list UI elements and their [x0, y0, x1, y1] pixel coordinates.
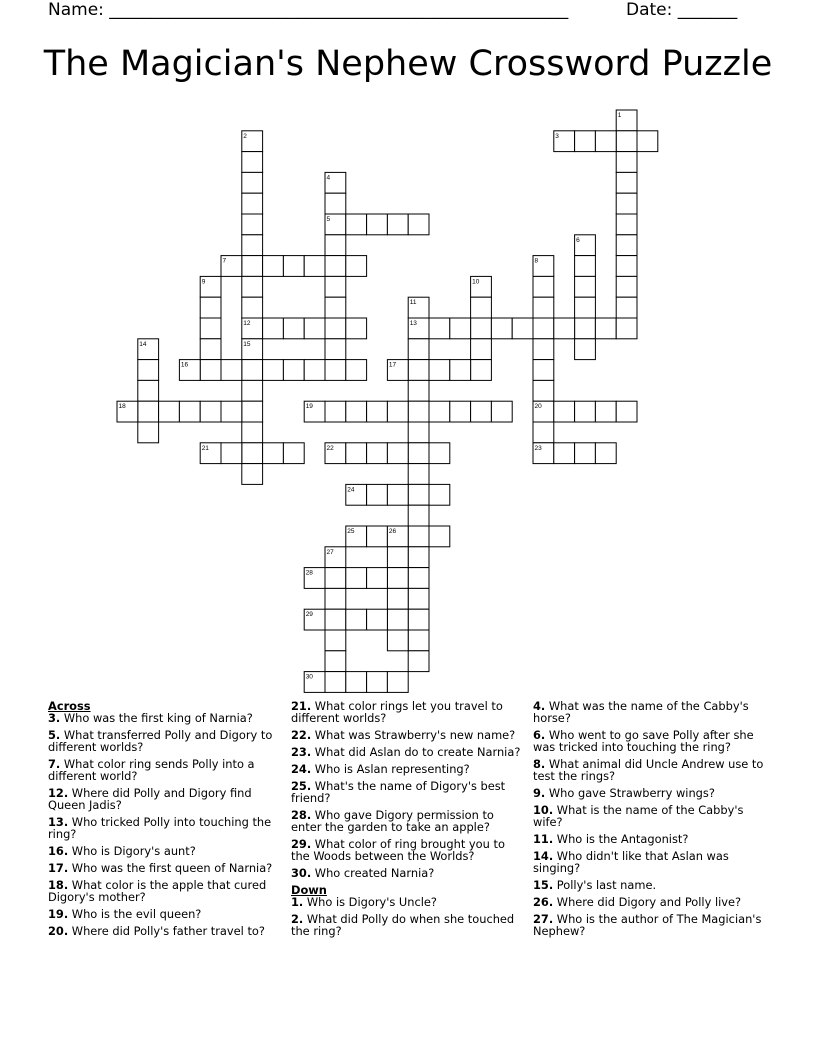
grid-cell[interactable]	[263, 256, 284, 277]
grid-cell[interactable]	[159, 401, 180, 422]
grid-cell[interactable]	[242, 360, 263, 381]
grid-cell[interactable]	[387, 588, 408, 609]
grid-cell[interactable]	[138, 401, 159, 422]
grid-cell[interactable]	[408, 464, 429, 485]
clue-item	[291, 913, 523, 937]
clue-text: Where did Polly's father travel to?	[68, 924, 265, 938]
page-title: The Magician's Nephew Crossword Puzzle	[43, 44, 773, 84]
grid-cell[interactable]	[367, 443, 388, 464]
grid-cell[interactable]	[325, 651, 346, 672]
grid-cell[interactable]	[367, 484, 388, 505]
grid-cell[interactable]	[533, 380, 554, 401]
grid-cell[interactable]	[471, 401, 492, 422]
grid-cell[interactable]	[346, 214, 367, 235]
grid-cell[interactable]	[408, 526, 429, 547]
grid-cell[interactable]	[616, 235, 637, 256]
cell-number: 10	[472, 278, 480, 286]
cell-number: 20	[534, 403, 542, 411]
grid-cell[interactable]	[304, 318, 325, 339]
grid-cell[interactable]	[325, 318, 346, 339]
grid-cell[interactable]	[138, 360, 159, 381]
clue-text: What was Strawberry's new name?	[311, 728, 516, 742]
grid-cell[interactable]	[491, 318, 512, 339]
clue-number: 3.	[48, 711, 61, 725]
grid-cell[interactable]	[595, 131, 616, 152]
grid-cell[interactable]	[637, 131, 658, 152]
grid-cell[interactable]	[138, 380, 159, 401]
clue-item	[48, 787, 280, 811]
grid-cell[interactable]	[200, 318, 221, 339]
clue-text: What is the name of the Cabby's wife?	[533, 803, 744, 829]
clue-text: What color rings let you travel to different worlds?	[291, 699, 503, 725]
clue-item	[533, 850, 765, 874]
clue-number: 13.	[48, 815, 69, 829]
clue-number: 16.	[48, 844, 69, 858]
grid-cell[interactable]	[242, 214, 263, 235]
clue-item	[48, 758, 280, 782]
clue-text: Who tricked Polly into touching the ring?	[48, 815, 272, 841]
grid-cell[interactable]	[408, 547, 429, 568]
clue-text: What transferred Polly and Digory to different worlds?	[48, 728, 273, 754]
grid-cell[interactable]	[408, 505, 429, 526]
grid-cell[interactable]	[325, 339, 346, 360]
clue-item	[533, 896, 765, 908]
clue-text: Who didn't like that Aslan was singing?	[533, 849, 729, 875]
clue-text: What did Polly do when she touched the ring?	[291, 912, 515, 938]
grid-cell[interactable]	[616, 214, 637, 235]
grid-cell[interactable]	[263, 443, 284, 464]
grid-cell[interactable]	[575, 256, 596, 277]
clue-text: Who is the author of The Magician's Nephew?	[533, 912, 762, 938]
grid-cell[interactable]	[429, 401, 450, 422]
grid-cell[interactable]	[367, 609, 388, 630]
grid-cell[interactable]	[616, 297, 637, 318]
grid-cell[interactable]	[554, 401, 575, 422]
grid-cell[interactable]	[533, 339, 554, 360]
clue-text: Who gave Digory permission to enter the garden to take an apple?	[291, 808, 494, 834]
cell-number: 8	[534, 257, 539, 265]
grid-cell[interactable]	[575, 276, 596, 297]
cell-number: 5	[326, 216, 331, 223]
clue-number: 26.	[533, 895, 554, 909]
clues-column-1	[48, 700, 280, 942]
clue-text: What's the name of Digory's best friend?	[291, 779, 506, 805]
clue-text: Where did Digory and Polly live?	[553, 895, 742, 909]
clue-number: 11.	[533, 832, 554, 846]
clue-text: What animal did Uncle Andrew use to test the rings?	[533, 757, 764, 783]
cell-number: 29	[305, 611, 313, 619]
clue-item	[291, 896, 523, 908]
grid-cell[interactable]	[408, 609, 429, 630]
grid-cell[interactable]	[595, 443, 616, 464]
clue-item	[48, 816, 280, 840]
grid-cell[interactable]	[346, 443, 367, 464]
grid-cell[interactable]	[367, 401, 388, 422]
clue-number: 1.	[291, 895, 304, 909]
clue-item	[291, 700, 523, 724]
clue-section-heading: Across	[48, 699, 91, 713]
grid-cell[interactable]	[408, 651, 429, 672]
grid-cell[interactable]	[387, 214, 408, 235]
clue-item	[48, 925, 280, 937]
clue-text: Who gave Strawberry wings?	[545, 786, 715, 800]
grid-cell[interactable]	[408, 568, 429, 589]
name-blank[interactable]: ______________________________________________________	[109, 0, 569, 20]
clue-text: Who is the Antagonist?	[553, 832, 689, 846]
cell-number: 28	[305, 569, 313, 577]
grid-cell[interactable]	[325, 360, 346, 381]
grid-cell[interactable]	[200, 360, 221, 381]
grid-cell[interactable]	[408, 630, 429, 651]
grid-cell[interactable]	[408, 360, 429, 381]
grid-cell[interactable]	[616, 276, 637, 297]
grid-cell[interactable]	[616, 152, 637, 173]
cell-number: 1	[617, 112, 622, 119]
clues-column-2	[291, 700, 523, 942]
cell-number: 24	[347, 486, 355, 494]
clue-text: Who is Digory's Uncle?	[303, 895, 437, 909]
grid-cell[interactable]	[429, 318, 450, 339]
clue-item	[48, 712, 280, 724]
clue-item	[48, 862, 280, 874]
cell-number: 2	[243, 132, 247, 140]
grid-cell[interactable]	[429, 443, 450, 464]
grid-cell[interactable]	[325, 256, 346, 277]
grid-cell[interactable]	[408, 422, 429, 443]
grid-cell[interactable]	[346, 401, 367, 422]
cell-number: 26	[388, 528, 397, 535]
grid-cell[interactable]	[533, 276, 554, 297]
clue-number: 29.	[291, 837, 312, 851]
grid-cell[interactable]	[263, 360, 284, 381]
clue-number: 18.	[48, 878, 69, 892]
cell-number: 30	[305, 673, 313, 681]
cell-number: 27	[326, 548, 334, 556]
grid-cell[interactable]	[221, 443, 242, 464]
grid-cell[interactable]	[429, 484, 450, 505]
clue-text: Who was the first king of Narnia?	[60, 711, 253, 725]
grid-cell[interactable]	[242, 276, 263, 297]
grid-cell[interactable]	[242, 256, 263, 277]
grid-cell[interactable]	[471, 297, 492, 318]
grid-cell[interactable]	[325, 193, 346, 214]
cell-number: 23	[534, 444, 542, 452]
grid-cell[interactable]	[575, 297, 596, 318]
grid-cell[interactable]	[283, 318, 304, 339]
clue-text: Where did Polly and Digory find Queen Jadis?	[48, 786, 252, 812]
grid-cell[interactable]	[533, 422, 554, 443]
grid-cell[interactable]	[575, 318, 596, 339]
clue-text: What was the name of the Cabby's horse?	[533, 699, 749, 725]
grid-cell[interactable]	[283, 443, 304, 464]
grid-cell[interactable]	[346, 609, 367, 630]
grid-cell[interactable]	[367, 214, 388, 235]
grid-cell[interactable]	[450, 360, 471, 381]
clue-text: What color of ring brought you to the Woods between the Worlds?	[291, 837, 505, 863]
clue-item	[533, 833, 765, 845]
grid-cell[interactable]	[242, 443, 263, 464]
clue-text: What color ring sends Polly into a different world?	[48, 757, 255, 783]
grid-cell[interactable]	[346, 256, 367, 277]
grid-cell[interactable]	[242, 401, 263, 422]
clue-item	[48, 908, 280, 920]
clue-number: 9.	[533, 786, 546, 800]
clue-item	[533, 758, 765, 782]
cell-number: 11	[409, 299, 417, 307]
grid-cell[interactable]	[325, 401, 346, 422]
cell-number: 25	[347, 528, 355, 535]
clue-number: 4.	[533, 699, 546, 713]
clue-item	[291, 729, 523, 741]
clue-number: 30.	[291, 866, 312, 880]
grid-cell[interactable]	[387, 609, 408, 630]
grid-cell[interactable]	[304, 256, 325, 277]
grid-cell[interactable]	[242, 193, 263, 214]
clue-number: 17.	[48, 861, 69, 875]
clue-number: 6.	[533, 728, 546, 742]
grid-cell[interactable]	[242, 380, 263, 401]
cell-number: 22	[326, 444, 334, 452]
grid-cell[interactable]	[221, 360, 242, 381]
grid-cell[interactable]	[450, 318, 471, 339]
grid-cell[interactable]	[616, 131, 637, 152]
clue-number: 5.	[48, 728, 61, 742]
clue-text: Who created Narnia?	[311, 866, 435, 880]
grid-cell[interactable]	[200, 401, 221, 422]
grid-cell[interactable]	[325, 235, 346, 256]
grid-cell[interactable]	[595, 401, 616, 422]
clue-item	[291, 809, 523, 833]
grid-cell[interactable]	[387, 547, 408, 568]
clue-number: 21.	[291, 699, 312, 713]
grid-cell[interactable]	[408, 214, 429, 235]
clue-item	[48, 879, 280, 903]
clue-item	[291, 780, 523, 804]
grid-cell[interactable]	[408, 339, 429, 360]
clue-number: 24.	[291, 762, 312, 776]
grid-cell[interactable]	[408, 401, 429, 422]
grid-cell[interactable]	[512, 318, 533, 339]
grid-cell[interactable]	[346, 360, 367, 381]
clue-item	[291, 867, 523, 879]
grid-cell[interactable]	[408, 588, 429, 609]
clue-number: 28.	[291, 808, 312, 822]
grid-cell[interactable]	[408, 443, 429, 464]
cell-number: 18	[118, 403, 126, 411]
cell-number: 19	[305, 403, 313, 411]
grid-cell[interactable]	[533, 318, 554, 339]
date-label: Date:	[626, 0, 673, 20]
grid-cell[interactable]	[242, 464, 263, 485]
clue-item	[533, 879, 765, 891]
grid-cell[interactable]	[367, 672, 388, 693]
grid-cell[interactable]	[575, 339, 596, 360]
grid-cell[interactable]	[387, 484, 408, 505]
grid-cell[interactable]	[575, 131, 596, 152]
grid-cell[interactable]	[429, 360, 450, 381]
grid-cell[interactable]	[595, 318, 616, 339]
grid-cell[interactable]	[471, 318, 492, 339]
grid-cell[interactable]	[533, 297, 554, 318]
grid-cell[interactable]	[346, 672, 367, 693]
grid-cell[interactable]	[575, 401, 596, 422]
clue-number: 7.	[48, 757, 61, 771]
cell-number: 12	[243, 320, 251, 327]
clue-item	[533, 729, 765, 753]
clue-number: 25.	[291, 779, 312, 793]
clue-number: 22.	[291, 728, 312, 742]
cell-number: 4	[326, 174, 331, 182]
clue-text: Who is Digory's aunt?	[68, 844, 196, 858]
grid-cell[interactable]	[616, 193, 637, 214]
grid-cell[interactable]	[138, 422, 159, 443]
grid-cell[interactable]	[179, 401, 200, 422]
clue-number: 15.	[533, 878, 554, 892]
grid-cell[interactable]	[325, 276, 346, 297]
grid-cell[interactable]	[367, 568, 388, 589]
grid-cell[interactable]	[471, 339, 492, 360]
clue-item	[291, 763, 523, 775]
grid-cell[interactable]	[387, 443, 408, 464]
clue-text: What color is the apple that cured Digory's mother?	[48, 878, 267, 904]
grid-cell[interactable]	[387, 630, 408, 651]
clue-item	[48, 729, 280, 753]
grid-cell[interactable]	[242, 152, 263, 173]
clue-section-heading: Down	[291, 883, 327, 897]
clue-number: 14.	[533, 849, 554, 863]
grid-cell[interactable]	[325, 568, 346, 589]
cell-number: 6	[576, 236, 580, 244]
grid-cell[interactable]	[346, 318, 367, 339]
grid-cell[interactable]	[533, 360, 554, 381]
grid-cell[interactable]	[554, 443, 575, 464]
grid-cell[interactable]	[283, 360, 304, 381]
cell-number: 9	[201, 278, 206, 286]
grid-cell[interactable]	[616, 172, 637, 193]
grid-cell[interactable]	[408, 380, 429, 401]
cell-number: 17	[388, 361, 397, 369]
clue-number: 23.	[291, 745, 312, 759]
grid-cell[interactable]	[387, 401, 408, 422]
clue-item	[291, 746, 523, 758]
grid-cell[interactable]	[200, 297, 221, 318]
grid-cell[interactable]	[471, 360, 492, 381]
grid-cell[interactable]	[304, 360, 325, 381]
grid-cell[interactable]	[325, 609, 346, 630]
grid-cell[interactable]	[325, 630, 346, 651]
grid-cell[interactable]	[221, 401, 242, 422]
cell-number: 21	[201, 444, 209, 452]
clue-number: 19.	[48, 907, 69, 921]
clue-number: 8.	[533, 757, 546, 771]
grid-cell[interactable]	[616, 401, 637, 422]
grid-cell[interactable]	[346, 568, 367, 589]
clue-text: Polly's last name.	[553, 878, 657, 892]
grid-cell[interactable]	[242, 172, 263, 193]
grid-cell[interactable]	[283, 256, 304, 277]
clue-number: 2.	[291, 912, 304, 926]
grid-cell[interactable]	[325, 672, 346, 693]
cell-number: 15	[243, 340, 251, 348]
name-label: Name:	[48, 0, 104, 20]
grid-cell[interactable]	[367, 526, 388, 547]
grid-cell[interactable]	[325, 588, 346, 609]
clue-item	[533, 787, 765, 799]
grid-cell[interactable]	[242, 235, 263, 256]
grid-cell[interactable]	[408, 484, 429, 505]
clue-number: 27.	[533, 912, 554, 926]
clue-text: Who went to go save Polly after she was tricked into touching the ring?	[533, 728, 754, 754]
clue-text: What did Aslan do to create Narnia?	[311, 745, 521, 759]
grid-cell[interactable]	[242, 422, 263, 443]
grid-cell[interactable]	[429, 526, 450, 547]
grid-cell[interactable]	[387, 568, 408, 589]
clue-number: 12.	[48, 786, 69, 800]
grid-cell[interactable]	[325, 297, 346, 318]
date-blank[interactable]: _______	[677, 0, 738, 20]
cell-number: 13	[409, 320, 417, 327]
grid-cell[interactable]	[575, 443, 596, 464]
clue-text: Who is the evil queen?	[68, 907, 202, 921]
clue-item	[291, 838, 523, 862]
clue-item	[533, 804, 765, 828]
grid-cell[interactable]	[242, 297, 263, 318]
clue-item	[48, 845, 280, 857]
clues-column-3	[533, 700, 765, 942]
cell-number: 16	[180, 361, 189, 369]
cell-number: 14	[139, 340, 147, 348]
clue-item	[533, 700, 765, 724]
grid-cell[interactable]	[263, 318, 284, 339]
grid-cell[interactable]	[616, 318, 637, 339]
clue-number: 20.	[48, 924, 69, 938]
grid-cell[interactable]	[616, 256, 637, 277]
cell-number: 7	[222, 257, 227, 265]
clue-number: 10.	[533, 803, 554, 817]
grid-cell[interactable]	[491, 401, 512, 422]
grid-cell[interactable]	[450, 401, 471, 422]
clue-item	[533, 913, 765, 937]
grid-cell[interactable]	[387, 672, 408, 693]
grid-cell[interactable]	[554, 318, 575, 339]
grid-cell[interactable]	[200, 339, 221, 360]
clue-text: Who is Aslan representing?	[311, 762, 470, 776]
cell-number: 3	[555, 132, 559, 140]
clue-text: Who was the first queen of Narnia?	[68, 861, 273, 875]
